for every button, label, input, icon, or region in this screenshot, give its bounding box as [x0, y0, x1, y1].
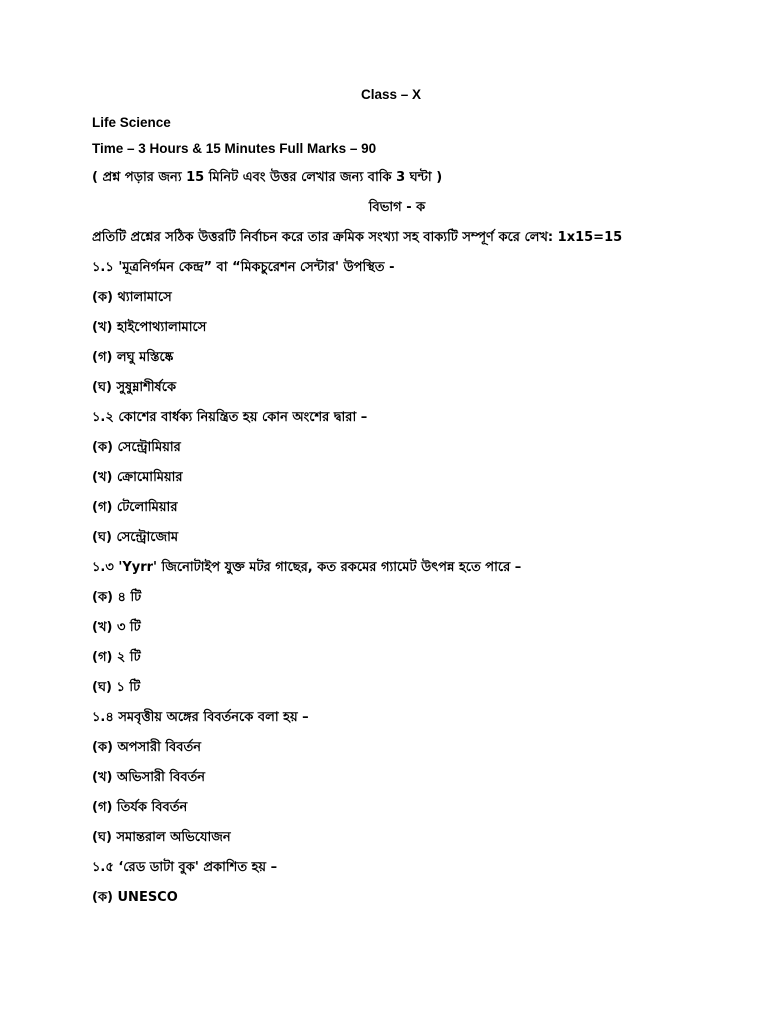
- question-option: (গ) তির্যক বিবর্তন: [92, 800, 188, 815]
- question-option: (ক) থ্যালামাসে: [92, 290, 172, 305]
- question-option: (ক) UNESCO: [92, 890, 178, 905]
- question-option: (গ) ২ টি: [92, 650, 141, 665]
- section-title: বিভাগ - ক: [368, 200, 426, 215]
- question-option: (খ) ৩ টি: [92, 620, 141, 635]
- question-stem: ১.১ 'মূত্রনির্গমন কেন্দ্র” বা “মিকচুরেশন সেন্টার' উপস্থিত -: [92, 260, 395, 275]
- question-option: (ক) সেন্ট্রোমিয়ার: [92, 440, 181, 455]
- question-option: (গ) টেলোমিয়ার: [92, 500, 178, 515]
- question-stem: ১.৩ 'Yyrr' জিনোটাইপ যুক্ত মটর গাছের, কত রকমের গ্যামেট উৎপন্ন হতে পারে –: [92, 560, 522, 575]
- question-stem: ১.৪ সমবৃত্তীয় অঙ্গের বিবর্তনকে বলা হয় –: [92, 710, 309, 725]
- time-marks-line: Time – 3 Hours & 15 Minutes Full Marks – 90: [92, 141, 377, 156]
- question-option: (ঘ) ১ টি: [92, 680, 141, 695]
- question-option: (ক) অপসারী বিবর্তন: [92, 740, 202, 755]
- question-stem: ১.২ কোশের বার্ধক্য নিয়ন্ত্রিত হয় কোন অংশের দ্বারা –: [92, 410, 368, 425]
- question-stem: ১.৫ ‘রেড ডাটা বুক' প্রকাশিত হয় –: [92, 860, 278, 875]
- question-option: (ঘ) সমান্তরাল অভিযোজন: [92, 830, 231, 845]
- question-option: (ক) ৪ টি: [92, 590, 142, 605]
- question-option: (খ) হাইপোথ্যালামাসে: [92, 320, 207, 335]
- subject-label: Life Science: [92, 115, 171, 130]
- question-option: (খ) ক্রোমোমিয়ার: [92, 470, 183, 485]
- section-instruction: প্রতিটি প্রশ্নের সঠিক উত্তরটি নির্বাচন করে তার ক্রমিক সংখ্যা সহ বাক্যটি সম্পূর্ণ করে লেখ: 1x15=15: [92, 230, 623, 245]
- class-heading: Class – X: [360, 87, 422, 102]
- question-option: (ঘ) সুষুম্নাশীর্ষকে: [92, 380, 177, 395]
- question-option: (গ) লঘু মস্তিষ্কে: [92, 350, 174, 365]
- question-option: (ঘ) সেন্ট্রোজোম: [92, 530, 179, 545]
- question-option: (খ) অভিসারী বিবর্তন: [92, 770, 206, 785]
- time-note: ( প্রশ্ন পড়ার জন্য 15 মিনিট এবং উত্তর লেখার জন্য বাকি 3 ঘন্টা ): [92, 170, 443, 185]
